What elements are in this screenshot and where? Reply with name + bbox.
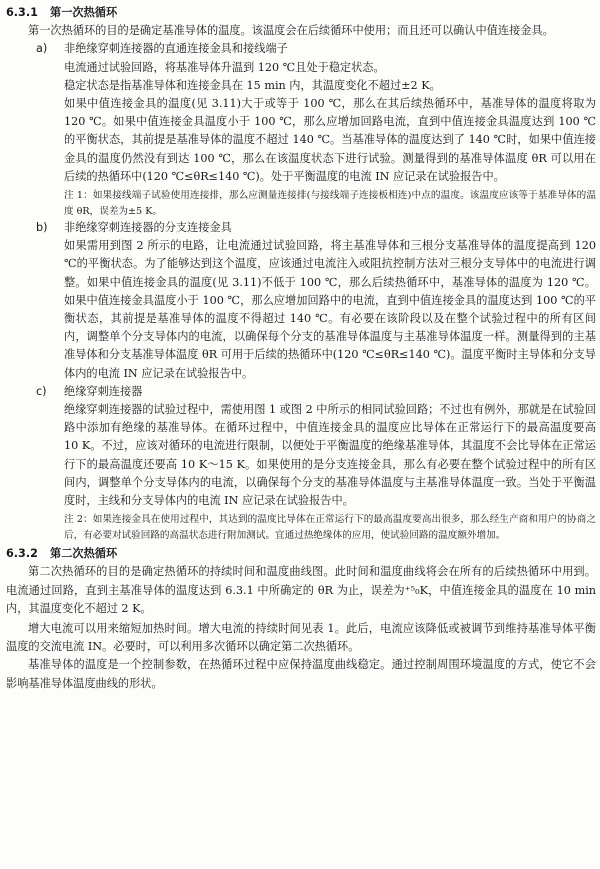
section-title: 第二次热循环 [50, 547, 118, 561]
note-1-text: 注 1：如果接线端子试验使用连接排，那么应测量连接排(与接线端子连接板相连)中点的温度。该温度应该等于基准导体的温度 θR，误差为±5 K。 [64, 190, 596, 217]
section-6-3-2-para-3: 基准导体的温度是一个控制参数，在热循环过程中应保持温度曲线稳定。通过控制周围环境温度的方式，使它不会影响基准导体温度曲线的形状。 [6, 658, 596, 690]
item-a-para-1: 电流通过试验回路，将基准导体升温到 120 ℃且处于稳定状态。 [64, 60, 385, 74]
item-c-title: 绝缘穿刺连接器 [64, 384, 143, 398]
note-2-text: 注 2：如果连接金具在使用过程中，其达到的温度比导体在正常运行下的最高温度要高出很多，那么经生产商和用户的协商之后，有必要对试验回路的高温状态进行附加测试。宜通过热绝缘体的应用，使试验回路的温度额外增加。 [64, 514, 596, 541]
item-b-label: b) [36, 221, 48, 235]
item-c-para-1: 绝缘穿刺连接器的试验过程中，需使用图 1 或图 2 中所示的相同试验回路；不过也有例外，那就是在试验回路中添加有绝缘的基准导体。在循环过程中，中值连接金具的温度应比导体在正常运行下的最高温度要高 10 K。不过，应该对循环的电流进行限制，以便处于平衡温度的绝缘基准导体，其温度不会比导体在正常运行下的最高温度还要高 10 K～15 K。如果使用的是分支连接金具，那么有必要在整个试验过程中的所有区间内，调整单个分支导体内的电流，以确保每个分支的基准导体温度与主基准导体温度一致。当处于平衡温度时，主线和分支导体内的电流 IN 应记录在试验报告中。 [64, 403, 596, 508]
section-6-3-1-intro: 第一次热循环的目的是确定基准导体的温度。该温度会在后续循环中使用；而且还可以确认中值连接金具。 [28, 24, 554, 38]
item-c-heading [6, 383, 596, 401]
item-b-body [6, 237, 596, 383]
item-a-heading [6, 40, 596, 58]
section-6-3-2-para-1: 第二次热循环的目的是确定热循环的持续时间和温度曲线图。此时间和温度曲线将会在所有的后续热循环中用到。电流通过回路，直到主基准导体的温度达到 6.3.1 中所确定的 θR 为止，误差为⁺⁵₀K，中值连接金具的温度在 10 min 内，其温度变化不超过 2 K。 [6, 565, 596, 615]
item-c-body [6, 401, 596, 510]
item-a-label: a) [36, 42, 48, 56]
item-b-para-1: 如果需用到图 2 所示的电路，让电流通过试验回路，将主基准导体和三根分支基准导体的温度提高到 120 ℃的平衡状态。为了能够达到这个温度，应该通过电流注入或阻抗控制方法对三根分支导体中的电流进行调整。如果中值连接金具的温度(见 3.11)不低于 100 ℃，那么后续热循环中，基准导体的温度为 120 ℃。如果中值连接金具温度小于 100 ℃，那么应增加回路中的电流，直到中值连接金具的温度达到 100 ℃的平衡状态，其前提是基准导体的温度不得超过 140 ℃。有必要在该阶段以及在整个试验过程中的所有区间内，调整单个分支导体内的电流，以确保每个分支的基准导体温度与主基准导体温度一样。测量得到的主基准导体和分支基准导体温度 θR 可用于后续的热循环中(120 ℃≤θR≤140 ℃)。温度平衡时主导体和分支导体内的电流 IN 应记录在试验报告中。 [64, 239, 596, 380]
document-page [6, 4, 596, 693]
item-a-body [6, 59, 596, 186]
item-b-heading [6, 219, 596, 237]
note-2 [6, 512, 596, 543]
item-a-para-2: 稳定状态是指基准导体和连接金具在 15 min 内，其温度变化不超过±2 K。 [64, 78, 441, 92]
item-a-para-3: 如果中值连接金具的温度(见 3.11)大于或等于 100 ℃，那么在其后续热循环中，基准导体的温度将取为 120 ℃。如果中值连接金具温度小于 100 ℃，那么应增加回路电流，直到中值连接金具温度达到 100 ℃的平衡状态，其前提是基准导体的温度不超过 140 ℃。当基准导体的温度达到了 140 ℃时，如果中值连接金具的温度仍然没有到达 100 ℃，那么在该温度状态下进行试验。测量得到的基准导体温度 θR 可以用在后续的热循环中(120 ℃≤θR≤140 ℃)。处于平衡温度的电流 IN 应记录在试验报告中。 [64, 97, 596, 183]
section-6-3-1-heading [6, 4, 596, 22]
section-number: 6.3.1 [6, 6, 38, 19]
section-number: 6.3.2 [6, 547, 38, 561]
section-title: 第一次热循环 [50, 6, 118, 19]
item-c-label: c) [36, 384, 47, 398]
item-b-title: 非绝缘穿刺连接器的分支连接金具 [64, 221, 232, 235]
item-a-title: 非绝缘穿刺连接器的直通连接金具和接线端子 [64, 42, 288, 56]
section-6-3-2-heading [6, 545, 596, 563]
note-1 [6, 188, 596, 219]
section-6-3-2-para-2: 增大电流可以用来缩短加热时间。增大电流的持续时间见表 1。此后，电流应该降低或被调节到维持基准导体平衡温度的交流电流 IN。必要时，可以利用多次循环以确定第二次热循环。 [6, 622, 596, 654]
